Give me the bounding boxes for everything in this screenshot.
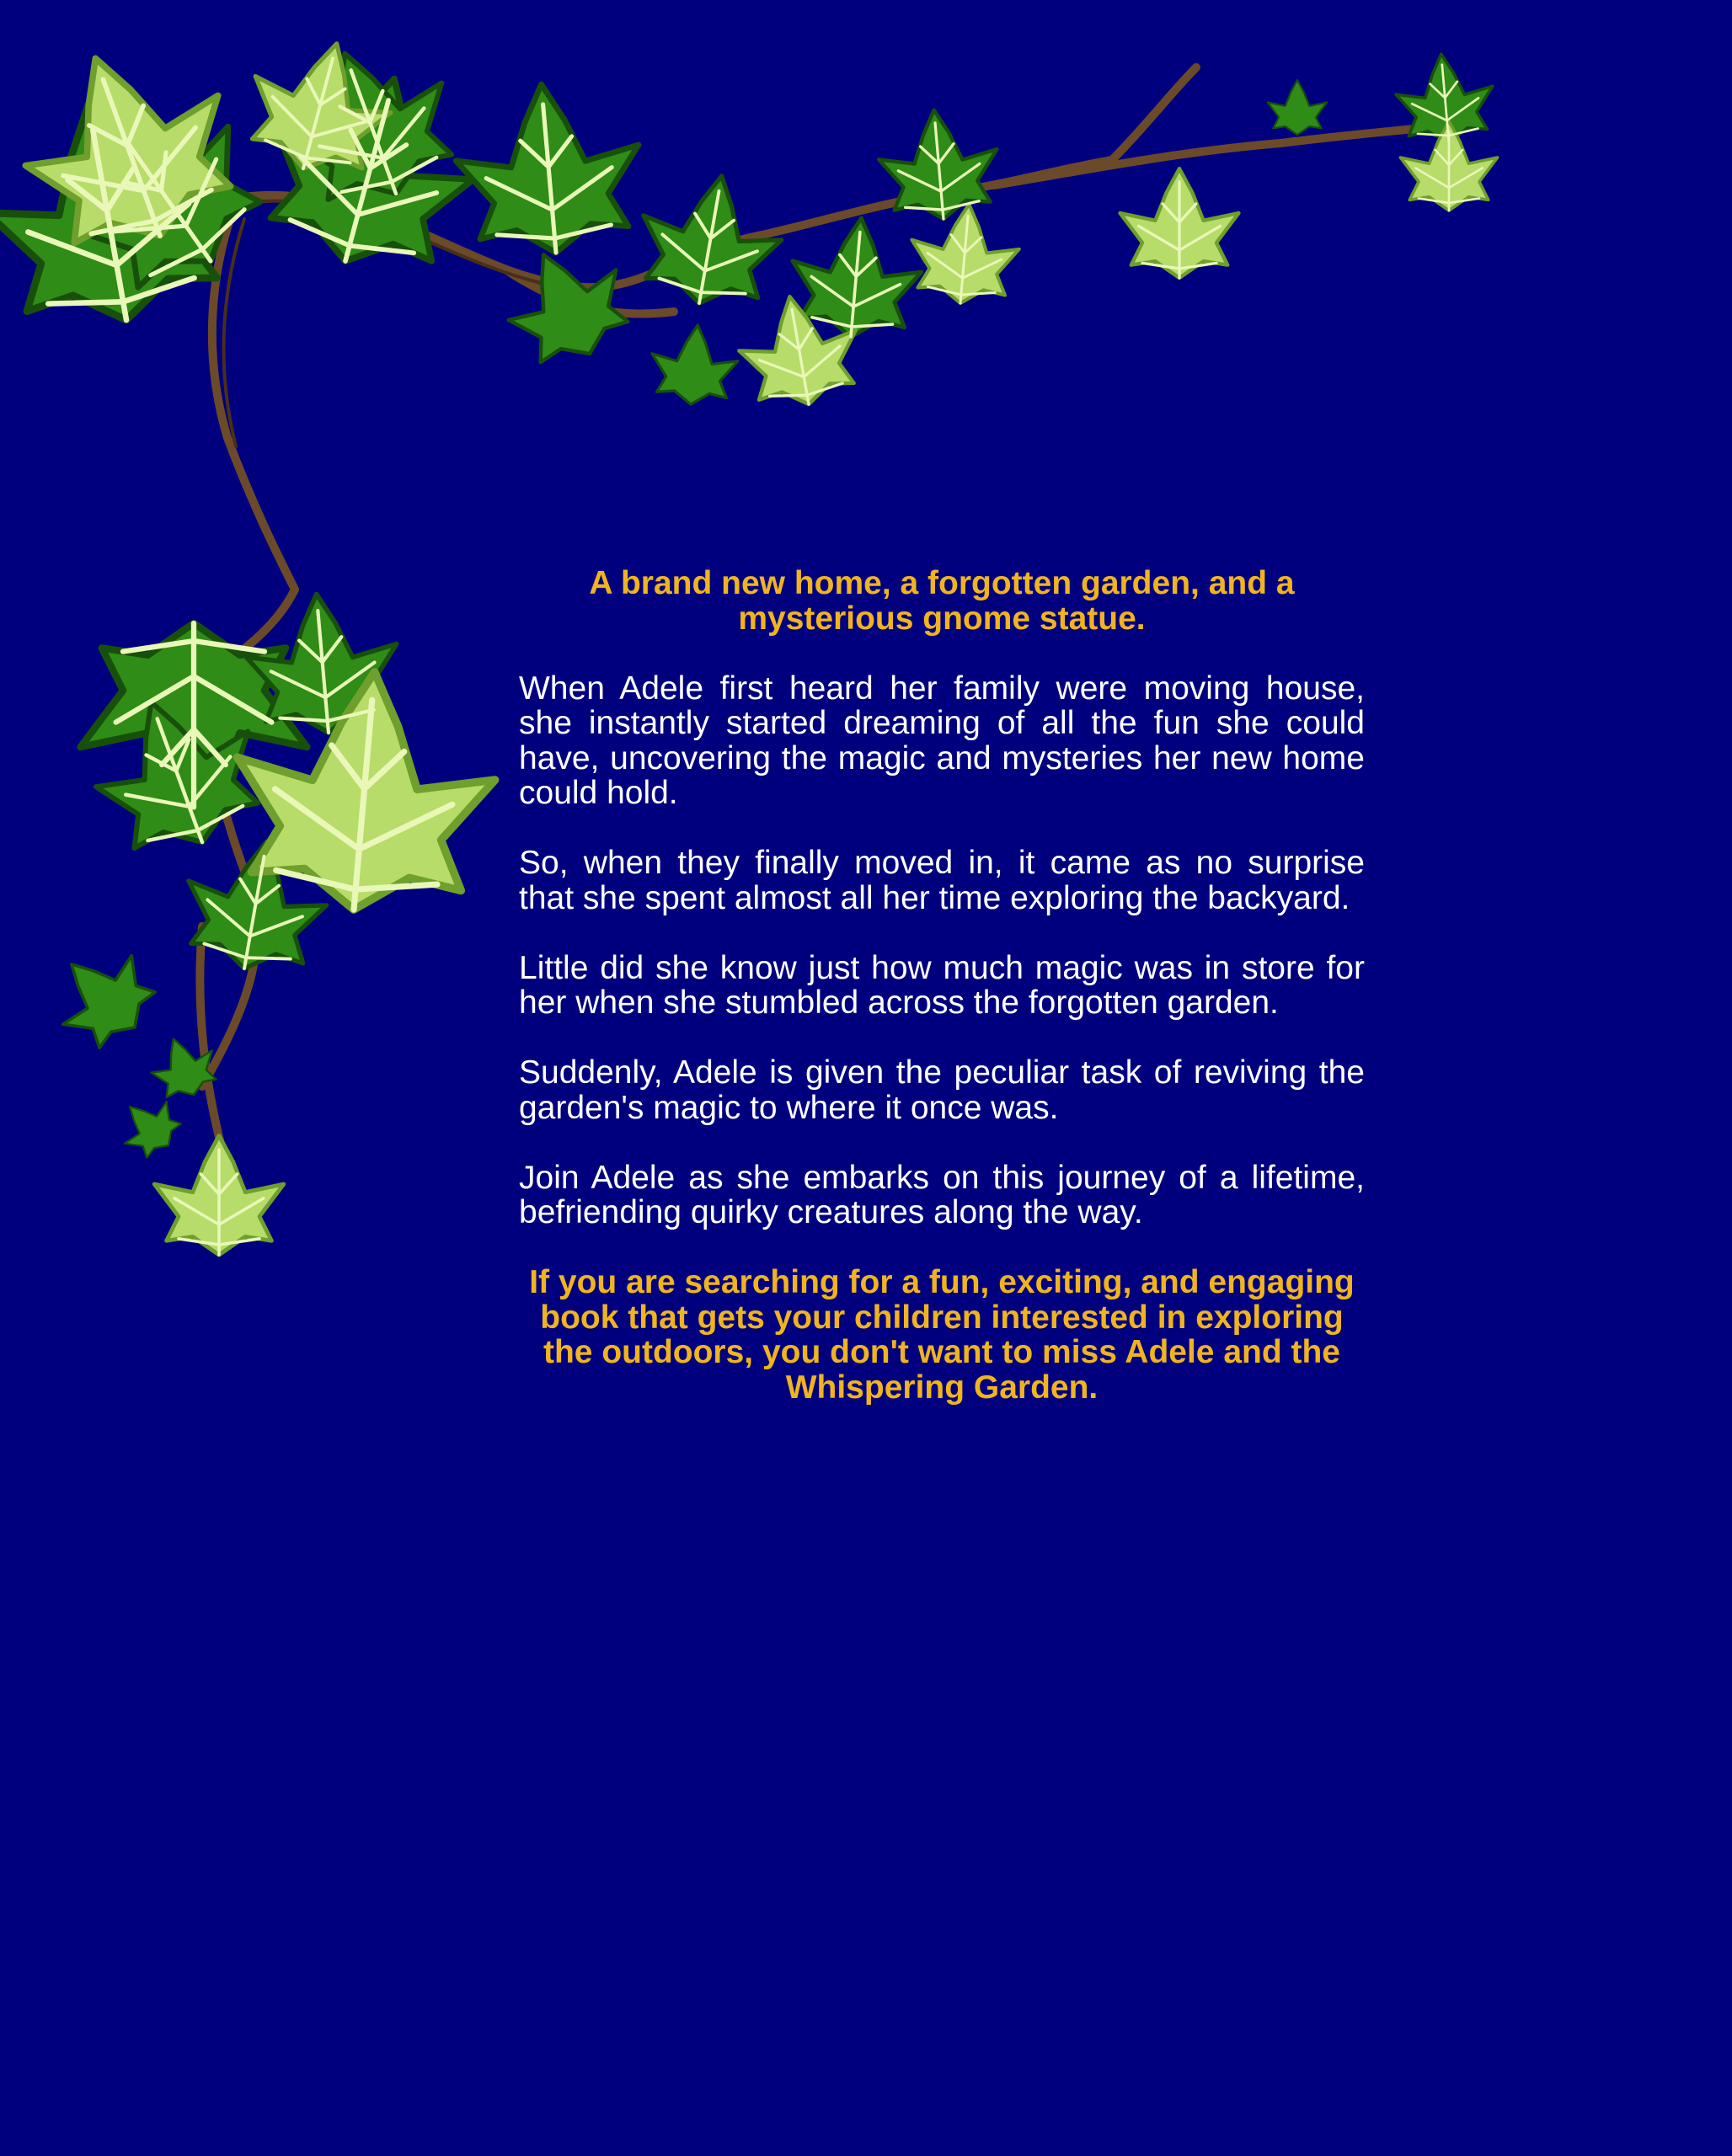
book-description — [519, 566, 1365, 1405]
description-heading: A brand new home, a forgotten garden, and a mysterious gnome statue. — [589, 565, 1295, 637]
description-closing: If you are searching for a fun, exciting, and engaging book that gets your children interested in exploring the outdoors, you don't want to miss Adele and the Whispering Garden. — [529, 1264, 1355, 1406]
description-paragraph-3: Little did she know just how much magic was in store for her when she stumbled across the forgotten garden. — [519, 949, 1365, 1021]
description-paragraph-2: So, when they finally moved in, it came as no surprise that she spent almost all her time exploring the backyard. — [519, 845, 1365, 916]
description-paragraph-1: When Adele first heard her family were moving house, she instantly started dreaming of all the fun she could have, uncovering the magic and mysteries her new home could hold. — [519, 670, 1365, 811]
description-paragraph-5: Join Adele as she embarks on this journey of a lifetime, befriending quirky creatures along the way. — [519, 1159, 1365, 1230]
description-paragraph-4: Suddenly, Adele is given the peculiar task of reviving the garden's magic to where it once was. — [519, 1054, 1365, 1126]
